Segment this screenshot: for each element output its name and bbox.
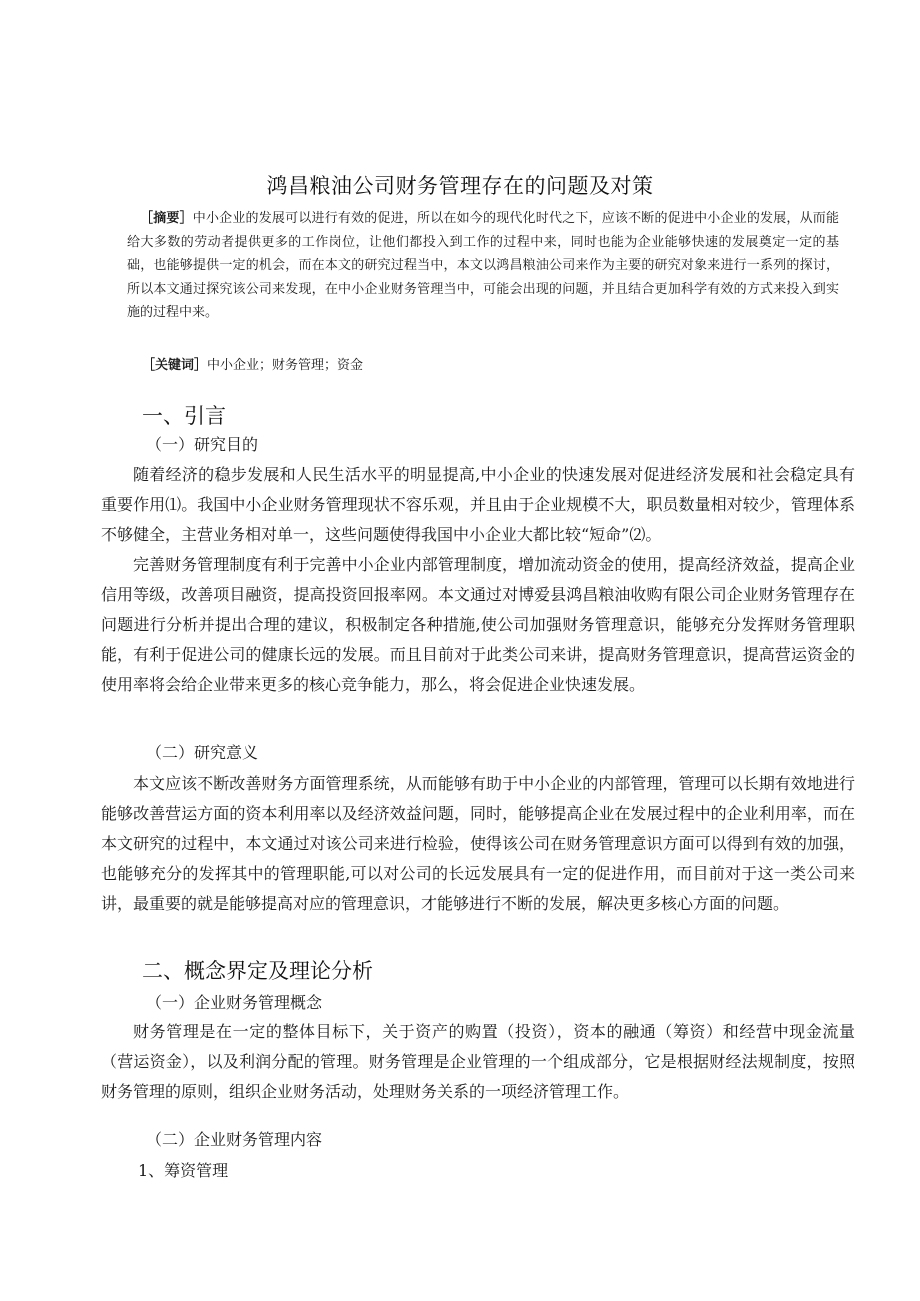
subheading-research-purpose: （一）研究目的 (146, 435, 259, 454)
document-title: 鸿昌粮油公司财务管理存在的问题及对策 (266, 174, 654, 198)
paragraph: 完善财务管理制度有利于完善中小企业内部管理制度，增加流动资金的使用，提高经济效益，提高企业信用等级，改善项目融资，提高投资回报率网。本文通过对博爱县鸿昌粮油收购有限公司企业财务管理存在问题进行分析并提出合理的建议，积极制定各种措施,使公司加强财务管理意识，能够充分发挥财务管理职能，有利于促进公司的健康长远的发展。而且目前对于此类公司来讲，提高财务管理意识，提高营运资金的使用率将会给企业带来更多的核心竞争能力，那么，将会促进企业快速发展。 (101, 555, 855, 694)
paragraph: 随着经济的稳步发展和人民生活水平的明显提高,中小企业的快速发展对促进经济发展和社会稳定具有重要作用⑴。我国中小企业财务管理现状不容乐观，并且由于企业规模不大，职员数量相对较少，管理体系不够健全，主营业务相对单一，这些问题使得我国中小企业大都比较“短命”⑵。 (101, 465, 855, 544)
paragraph: 本文应该不断改善财务方面管理系统，从而能够有助于中小企业的内部管理，管理可以长期有效地进行能够改善营运方面的资本利用率以及经济效益问题，同时，能够提高企业在发展过程中的企业利用率，而在本文研究的过程中，本文通过对该公司来进行检验，使得该公司在财务管理意识方面可以得到有效的加强，也能够充分的发挥其中的管理职能,可以对公司的长远发展具有一定的促进作用，而目前对于这一类公司来讲，最重要的就是能够提高对应的管理意识，才能够进行不断的发展，解决更多核心方面的问题。 (101, 774, 855, 913)
keywords-line (142, 354, 363, 373)
section-heading-concepts: 二、概念界定及理论分析 (142, 959, 373, 983)
paragraph: 财务管理是在一定的整体目标下，关于资产的购置（投资），资本的融通（筹资）和经营中现金流量（营运资金），以及利润分配的管理。财务管理是企业管理的一个组成部分，它是根据财经法规制度，按照财务管理的原则，组织企业财务活动，处理财务关系的一项经济管理工作。 (101, 1022, 855, 1101)
abstract-block (127, 207, 839, 325)
subheading-financial-management-content: （二）企业财务管理内容 (146, 1130, 323, 1149)
keywords-text: 中小企业；财务管理；资金 (207, 358, 364, 373)
keywords-label: ［关键词］ (142, 358, 208, 373)
abstract-text: 中小企业的发展可以进行有效的促进，所以在如今的现代化时代之下，应该不断的促进中小企业的发展，从而能给大多数的劳动者提供更多的工作岗位，让他们都投入到工作的过程中来，同时也能为企业能够快速的发展奠定一定的基础，也能够提供一定的机会，而在本文的研究过程当中，本文以鸿昌粮油公司来作为主要的研究对象来进行一系列的探讨，所以本文通过探究该公司来发现，在中小企业财务管理当中，可能会出现的问题，并且结合更加科学有效的方式来投入到实施的过程中来。 (127, 211, 839, 320)
subheading-research-significance: （二）研究意义 (146, 743, 259, 762)
list-item-financing-management: 1、筹资管理 (138, 1161, 229, 1180)
abstract-label: ［摘要］ (140, 211, 193, 226)
subheading-financial-management-concept: （一）企业财务管理概念 (146, 993, 323, 1012)
section-heading-introduction: 一、引言 (142, 404, 226, 428)
